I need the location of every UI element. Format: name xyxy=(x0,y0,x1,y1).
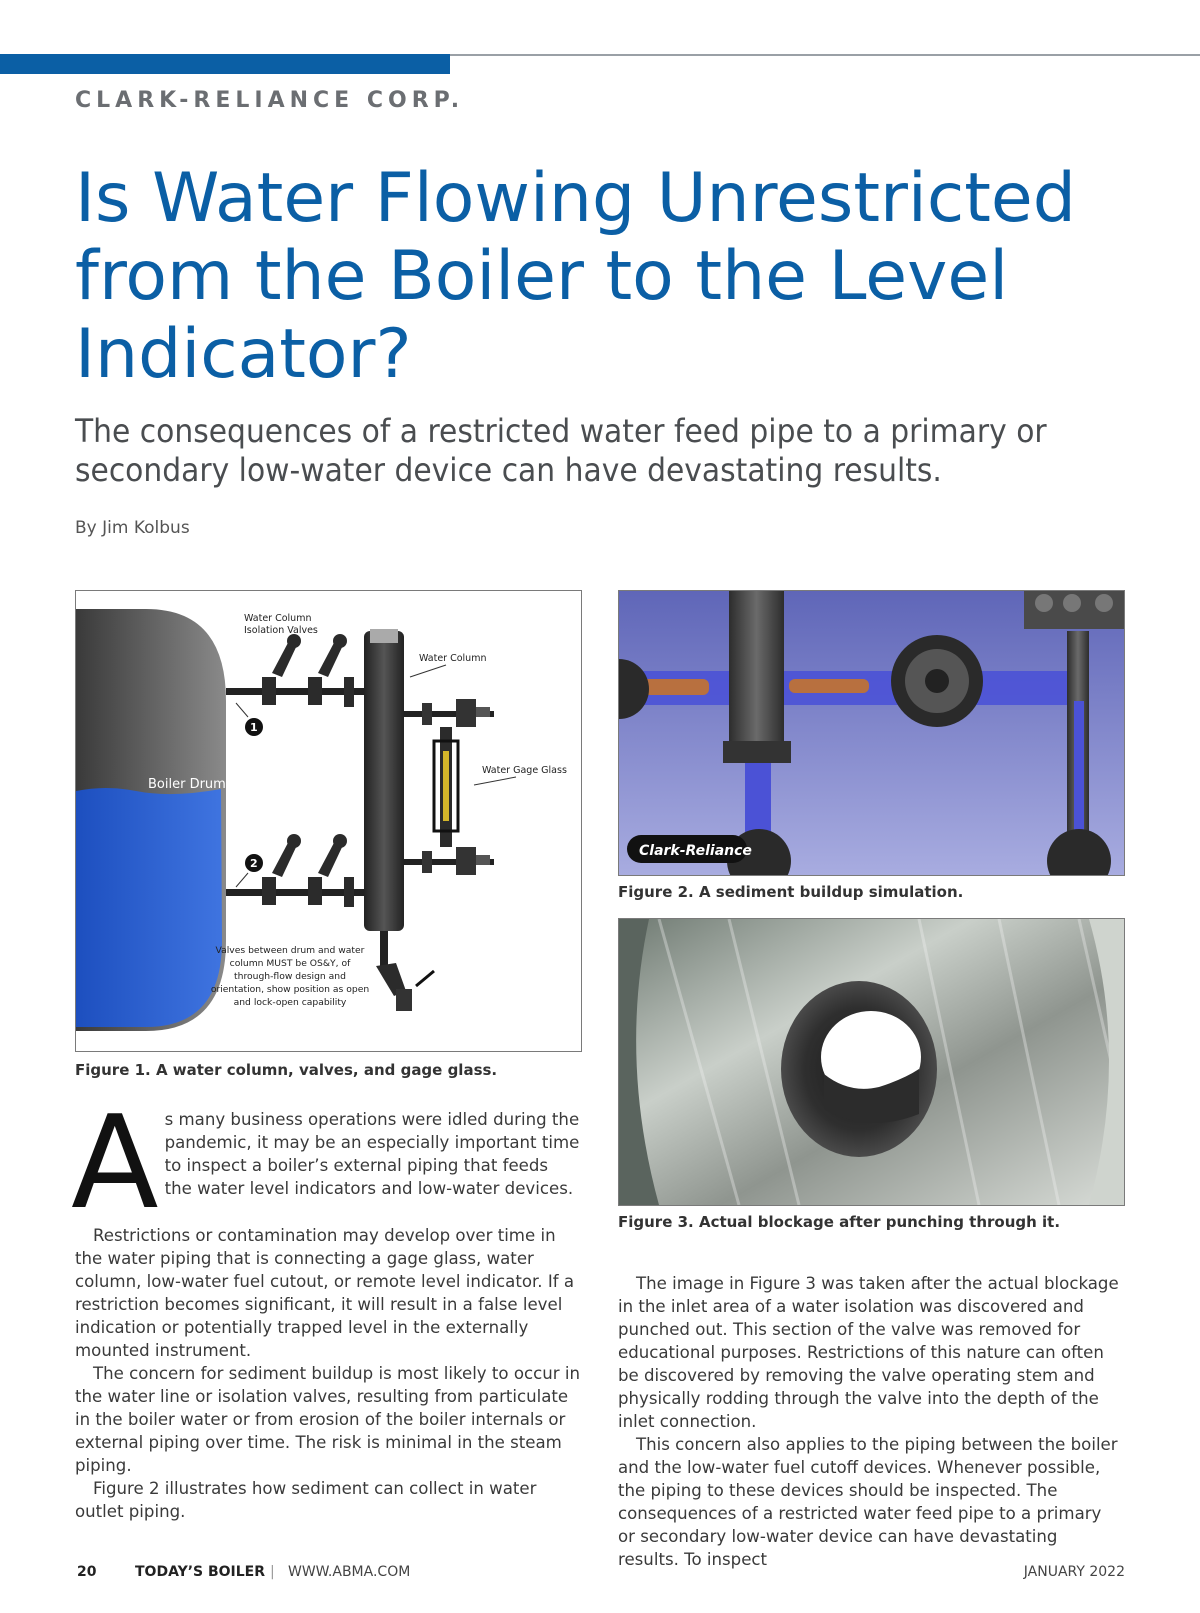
article-subtitle: The consequences of a restricted water feed pipe to a primary or secondary low-water device can have devastating results. xyxy=(75,412,1047,489)
clark-reliance-logo: Clark-Reliance xyxy=(639,843,752,859)
publication-text: TODAY’S BOILER xyxy=(135,1564,266,1580)
figure-2-caption: Figure 2. A sediment buildup simulation. xyxy=(618,883,964,901)
header-accent-bar xyxy=(0,54,450,74)
marker-1-label: 1 xyxy=(250,721,258,734)
water-column-diagram xyxy=(76,591,581,1051)
isolation-valves-label-line1: Water Column xyxy=(244,613,312,624)
body-paragraph: The concern for sediment buildup is most likely to occur in the water line or isolation valves, resulting from particulate in the boiler water or from erosion of the boiler internals or external piping over time. The risk is minimal in the steam piping. xyxy=(75,1364,580,1475)
body-paragraph: The image in Figure 3 was taken after the actual blockage in the inlet area of a water isolation was discovered and punched out. This section of the valve was removed for educational purposes. Restrictions of this nature can often be discovered by removing the valve operating stem and physically rodding through the valve into the depth of the inlet connection. xyxy=(618,1274,1119,1431)
page-number xyxy=(77,1564,96,1580)
body-column-left xyxy=(71,1089,580,1523)
figure-2-image xyxy=(618,590,1125,876)
valve-note-line: orientation, show position as open xyxy=(210,984,370,995)
figure-1-caption: Figure 1. A water column, valves, and gage glass. xyxy=(75,1061,498,1079)
figure-3-caption: Figure 3. Actual blockage after punching through it. xyxy=(618,1213,1061,1231)
boiler-drum-label: Boiler Drum xyxy=(148,777,226,792)
valve-note-line: and lock-open capability xyxy=(233,997,347,1008)
body-paragraph: Figure 2 illustrates how sediment can collect in water outlet piping. xyxy=(75,1479,537,1521)
body-paragraph: Restrictions or contamination may develop over time in the water piping that is connecting a gage glass, water column, low-water fuel cutout, or remote level indicator. If a restriction becomes significant, it will result in a false level indication or potentially trapped level in the externally mounted instrument. xyxy=(75,1226,575,1360)
publication-name xyxy=(135,1564,265,1580)
figure-3-photo xyxy=(618,918,1125,1206)
valve-note-line: column MUST be OS&Y, of xyxy=(229,958,351,969)
isolation-valves-label-line2: Isolation Valves xyxy=(244,625,318,636)
water-column-label: Water Column xyxy=(419,653,487,664)
website-link[interactable]: WWW.ABMA.COM xyxy=(288,1564,411,1580)
marker-2-label: 2 xyxy=(250,857,258,870)
sediment-simulation-image xyxy=(619,591,1124,875)
drop-cap: A xyxy=(71,1089,159,1238)
article-title: Is Water Flowing Unrestricted from the Boiler to the Level Indicator? xyxy=(75,159,1076,394)
page-number-text: 20 xyxy=(77,1564,97,1580)
issue-date: JANUARY 2022 xyxy=(1023,1564,1125,1580)
body-column-right xyxy=(618,1272,1123,1571)
footer-separator: | xyxy=(270,1564,275,1580)
water-gage-glass-label: Water Gage Glass xyxy=(482,765,567,776)
body-paragraph: This concern also applies to the piping between the boiler and the low-water fuel cutoff devices. Whenever possible, the piping to these devices should be inspected. The consequences of a restricted water feed pipe to a primary or secondary low-water device can have devastating results. To inspect xyxy=(618,1435,1118,1569)
valve-note xyxy=(211,945,370,1008)
valve-note-line: Valves between drum and water xyxy=(215,945,365,956)
byline: By Jim Kolbus xyxy=(75,518,190,538)
figure-1-diagram xyxy=(75,590,582,1052)
blockage-photo xyxy=(619,919,1124,1205)
valve-note-line: through-flow design and xyxy=(234,971,346,982)
company-name: CLARK-RELIANCE CORP. xyxy=(75,88,465,113)
body-paragraph xyxy=(71,1089,580,1238)
paragraph-text: s many business operations were idled during the pandemic, it may be an especially important time to inspect a boiler’s external piping that feeds the water level indicators and low-water devices. xyxy=(164,1110,580,1198)
